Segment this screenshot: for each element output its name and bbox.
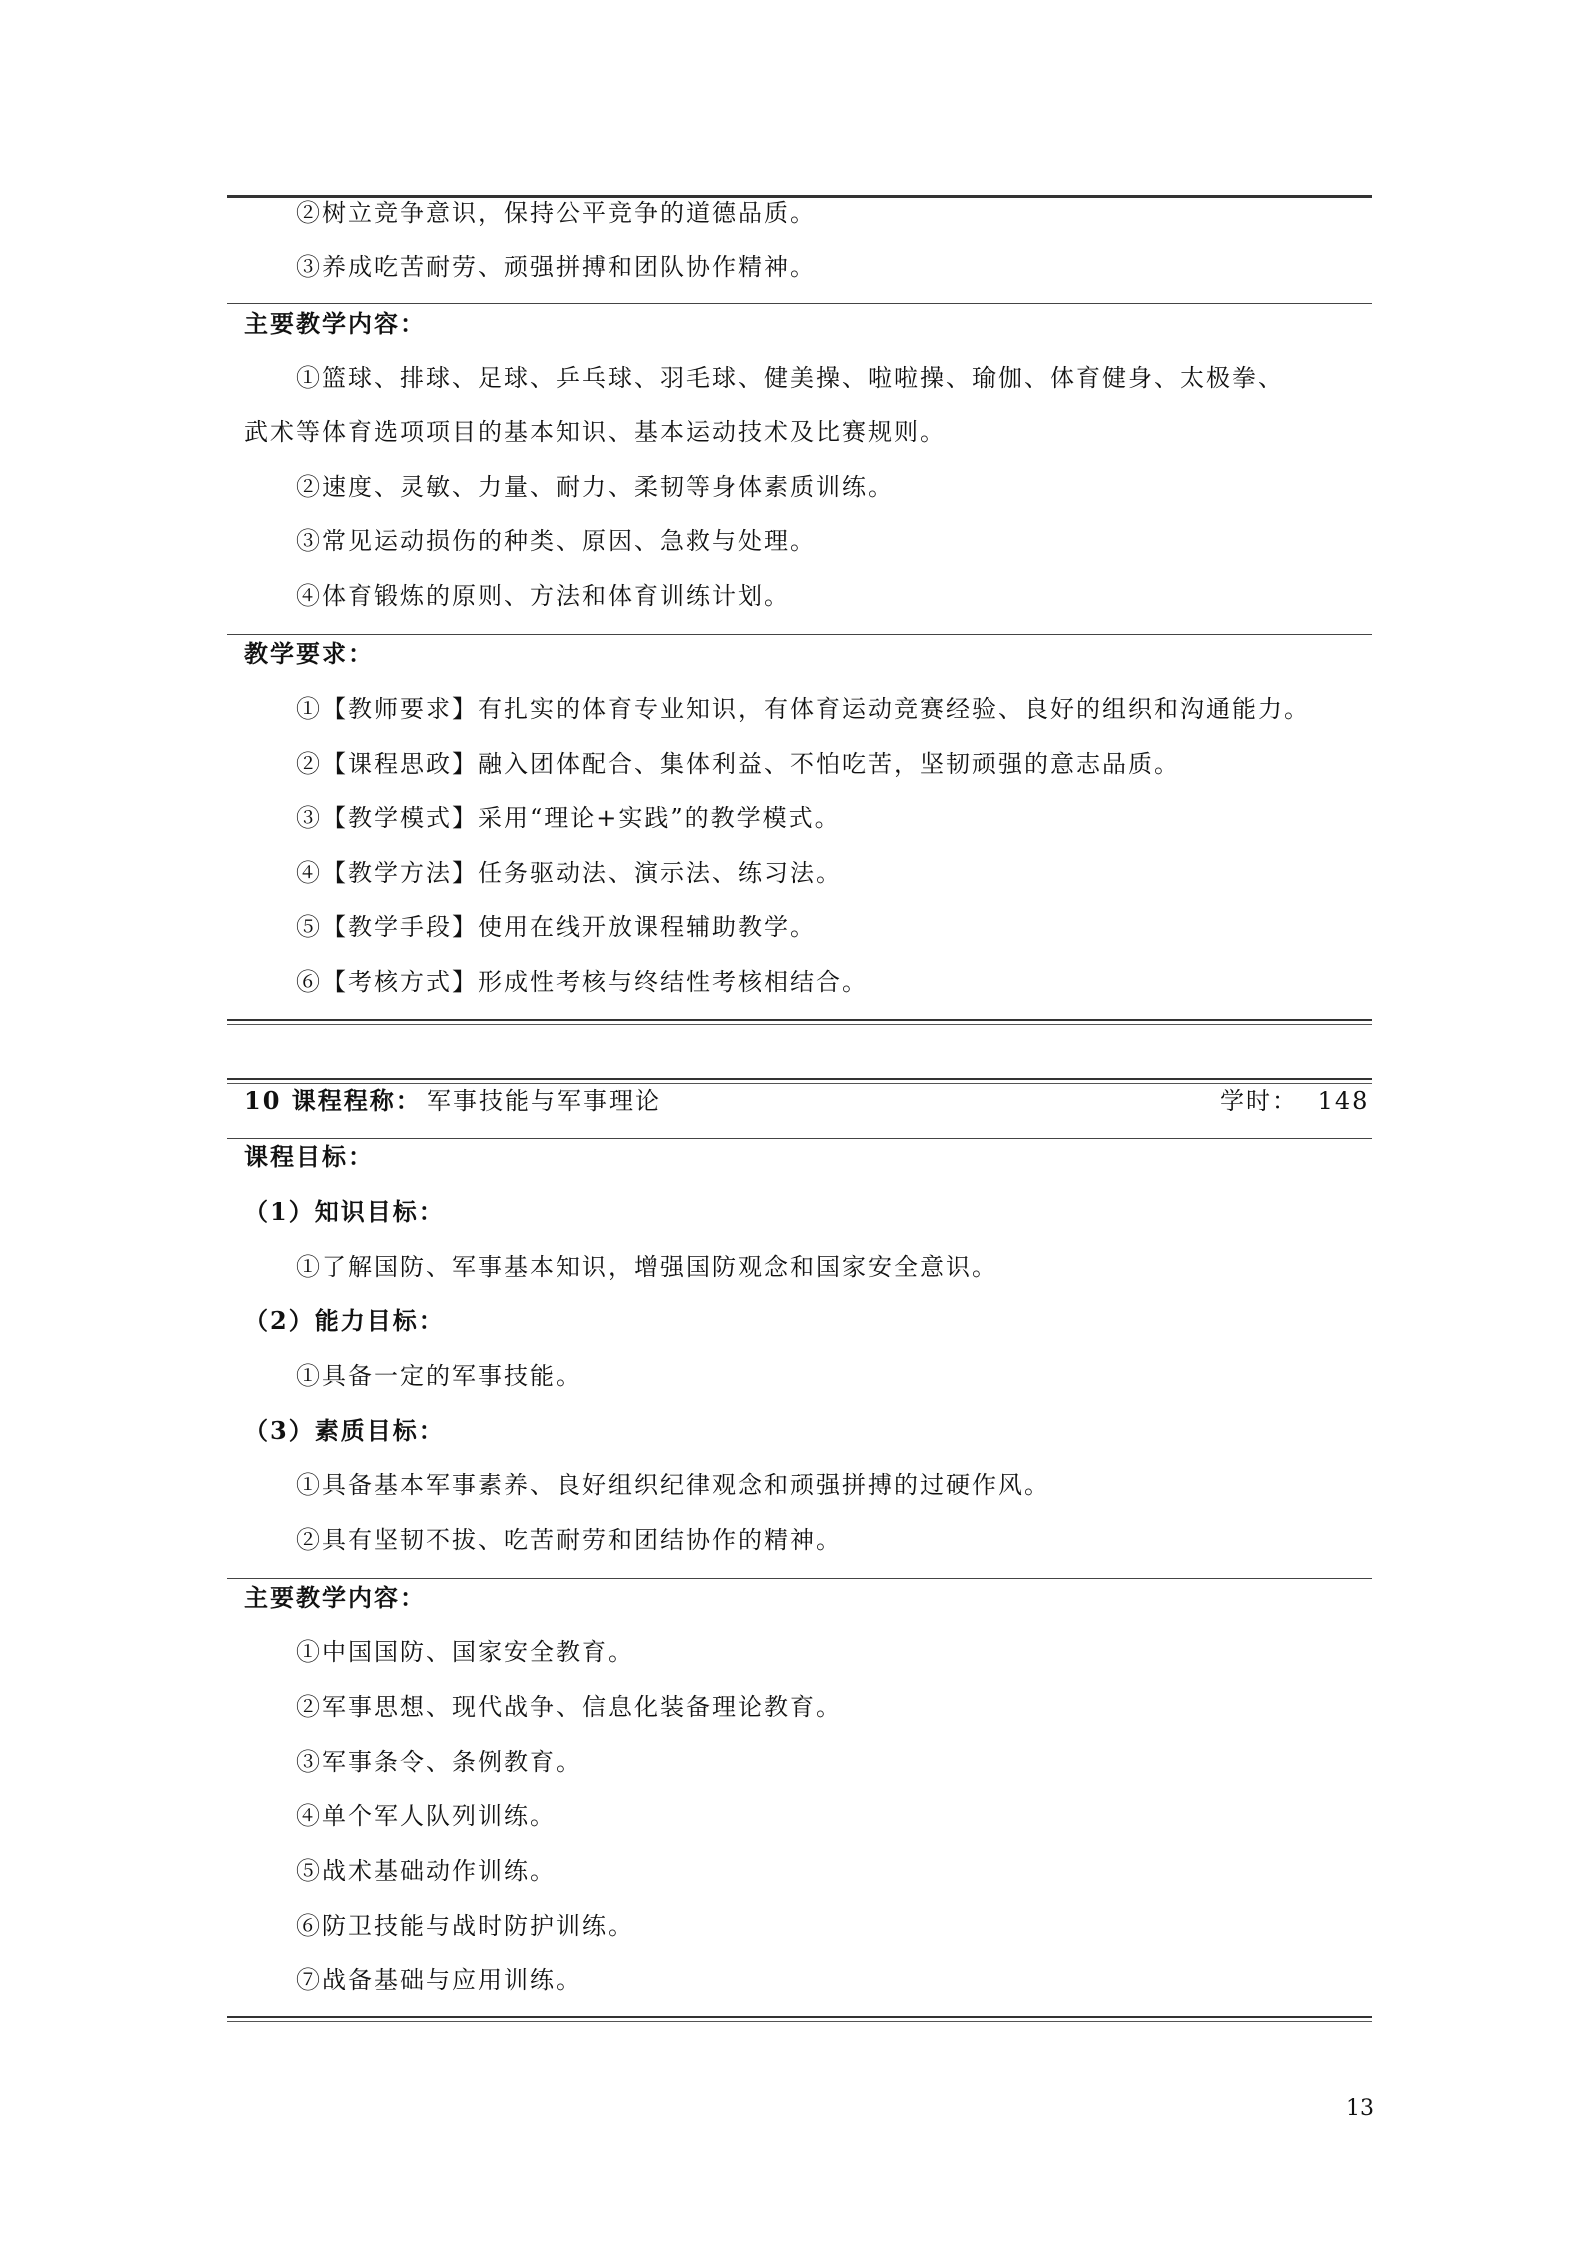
content-item: 武术等体育选项项目的基本知识、基本运动技术及比赛规则。 xyxy=(244,418,946,446)
goals-heading: 课程目标： xyxy=(244,1142,374,1171)
quality-item: ①具备基本军事素养、良好组织纪律观念和顽强拼搏的过硬作风。 xyxy=(296,1471,1050,1499)
quality-item: ②具有坚韧不拔、吃苦耐劳和团结协作的精神。 xyxy=(296,1526,842,1554)
row-divider xyxy=(227,303,1372,304)
goal-item: ③养成吃苦耐劳、顽强拼搏和团队协作精神。 xyxy=(296,253,816,281)
quality-heading: （3）素质目标： xyxy=(244,1416,445,1445)
requirement-item: ④【教学方法】任务驱动法、演示法、练习法。 xyxy=(296,859,842,887)
content-heading: 主要教学内容： xyxy=(244,309,426,338)
hours-value: 148 xyxy=(1317,1087,1370,1115)
content-item: ⑦战备基础与应用训练。 xyxy=(296,1966,582,1994)
content-item: ⑥防卫技能与战时防护训练。 xyxy=(296,1912,634,1940)
requirement-item: ①【教师要求】有扎实的体育专业知识，有体育运动竞赛经验、良好的组织和沟通能力。 xyxy=(296,695,1310,723)
content-item: ③常见运动损伤的种类、原因、急救与处理。 xyxy=(296,527,816,555)
content-heading: 主要教学内容： xyxy=(244,1583,426,1612)
content-item: ③军事条令、条例教育。 xyxy=(296,1748,582,1776)
content-item: ⑤战术基础动作训练。 xyxy=(296,1857,556,1885)
content-item: ①篮球、排球、足球、乒乓球、羽毛球、健美操、啦啦操、瑜伽、体育健身、太极拳、 xyxy=(296,364,1284,392)
requirement-item: ⑥【考核方式】形成性考核与终结性考核相结合。 xyxy=(296,968,868,996)
requirement-item: ⑤【教学手段】使用在线开放课程辅助教学。 xyxy=(296,913,816,941)
page-number: 13 xyxy=(1346,2096,1374,2121)
course-name: 军事技能与军事理论 xyxy=(427,1087,661,1115)
row-divider xyxy=(227,634,1372,635)
row-divider xyxy=(227,1138,1372,1139)
knowledge-item: ①了解国防、军事基本知识，增强国防观念和国家安全意识。 xyxy=(296,1253,998,1281)
table-bottom-border xyxy=(227,2016,1372,2018)
course-label: 10 课程程称： xyxy=(244,1086,422,1115)
hours-label-text: 学时： xyxy=(1220,1087,1298,1115)
table-bottom-border xyxy=(227,1019,1372,1021)
content-item: ④单个军人队列训练。 xyxy=(296,1802,556,1830)
ability-heading: （2）能力目标： xyxy=(244,1306,445,1335)
content-item: ②速度、灵敏、力量、耐力、柔韧等身体素质训练。 xyxy=(296,473,894,501)
row-divider xyxy=(227,1578,1372,1579)
requirements-heading: 教学要求： xyxy=(244,639,374,668)
requirement-item: ③【教学模式】采用“理论+实践”的教学模式。 xyxy=(296,804,841,832)
table-top-border xyxy=(227,1078,1372,1080)
content-item: ④体育锻炼的原则、方法和体育训练计划。 xyxy=(296,582,790,610)
requirement-item: ②【课程思政】融入团体配合、集体利益、不怕吃苦，坚韧顽强的意志品质。 xyxy=(296,750,1180,778)
hours-label xyxy=(1220,1085,1369,1117)
document-page xyxy=(227,0,1372,2245)
content-item: ①中国国防、国家安全教育。 xyxy=(296,1638,634,1666)
goal-item: ②树立竞争意识，保持公平竞争的道德品质。 xyxy=(296,199,816,227)
knowledge-heading: （1）知识目标： xyxy=(244,1197,445,1226)
ability-item: ①具备一定的军事技能。 xyxy=(296,1362,582,1390)
content-item: ②军事思想、现代战争、信息化装备理论教育。 xyxy=(296,1693,842,1721)
